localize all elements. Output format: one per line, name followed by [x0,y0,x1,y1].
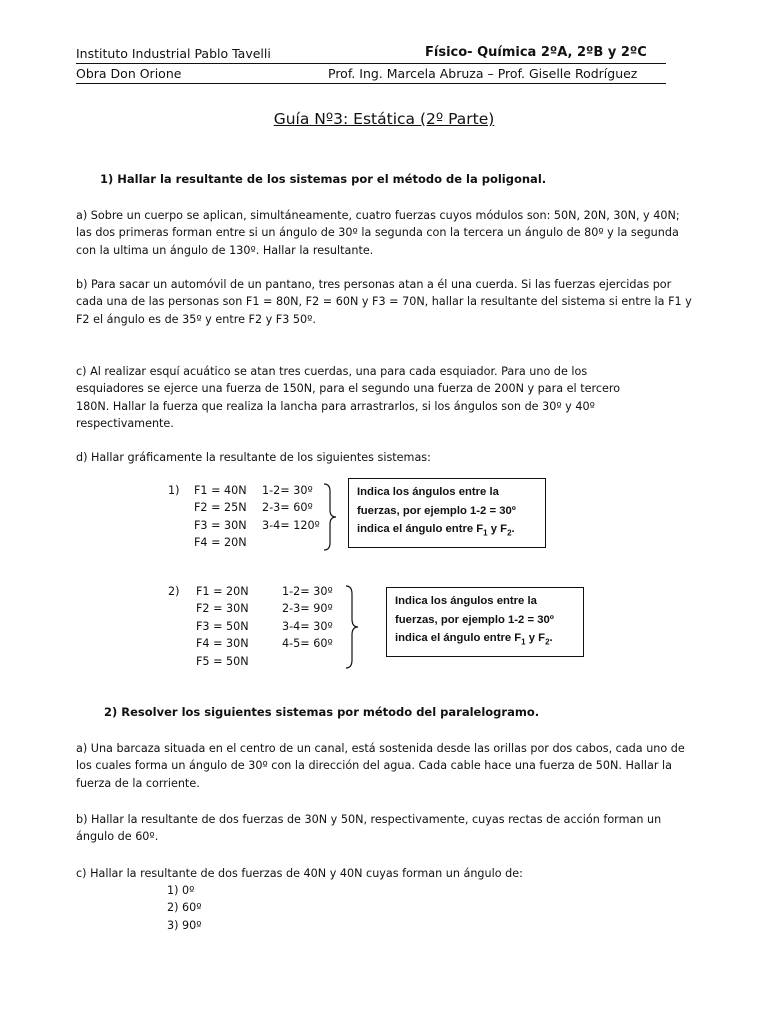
system2-number: 2) [168,585,180,598]
list-item: 2) 60º [167,901,202,915]
exercise-1b-line: cada una de las personas son F1 = 80N, F2 = 60N y F3 = 70N, hallar la resultante del sistema si entre la F1 y [76,295,692,309]
exercise-2a-line: a) Una barcaza situada en el centro de un canal, está sostenida desde las orillas por dos cabos, cada uno de [76,742,685,755]
exercise-2b [76,811,716,846]
system1-brace-icon [322,483,338,551]
system2-angles [282,583,333,653]
exercise-1a-line: las dos primeras forman entre si un ángulo de 30º la segunda con la tercera un ángulo de 80º y la segunda [76,226,679,240]
note-text: y F [487,523,508,535]
force-value: F3 = 30N [194,518,247,532]
exercise-2b-line: ángulo de 60º. [76,830,159,844]
force-value: F4 = 20N [194,536,247,550]
note-line: fuerzas, por ejemplo 1-2 = 30º [357,504,516,517]
system1-note-box [348,478,546,548]
exercise-2c [76,865,716,882]
exercise-1c-line: 180N. Hallar la fuerza que realiza la lancha para arrastrarlos, si los ángulos son de 30º y 40º [76,399,595,413]
list-item: 1) 0º [167,884,195,897]
exercise-2a-line: los cuales forma un ángulo de 30º con la dirección del agua. Cada cable hace una fuerza de 50N. Hallar la [76,759,672,773]
exercise-1c [76,363,716,432]
note-subscript: 1 [483,528,488,538]
exercise-1c-line: respectivamente. [76,416,174,430]
exercise-2a [76,740,716,792]
force-value: F3 = 50N [196,619,249,633]
system1-angles [262,482,320,534]
system2-brace-icon [344,585,360,669]
note-line: Indica los ángulos entre la [357,486,499,498]
angle-value: 1-2= 30º [262,484,313,497]
exercise-1d-line: d) Hallar gráficamente la resultante de los siguientes sistemas: [76,451,431,464]
note-text: indica el ángulo entre F [395,632,522,644]
note-subscript: 2 [507,528,512,538]
system1-forces [194,482,247,552]
list-item: 3) 90º [167,918,202,932]
exercise-1a [76,207,716,259]
exercise-2c-options [167,882,202,934]
note-line: fuerzas, por ejemplo 1-2 = 30º [395,613,554,626]
angle-value: 2-3= 60º [262,501,313,515]
force-value: F2 = 25N [194,501,247,515]
angle-value: 2-3= 90º [282,602,333,616]
header-rule-top [76,63,666,64]
page-title: Guía Nº3: Estática (2º Parte) [273,110,495,128]
course-name: Físico- Química 2ºA, 2ºB y 2ºC [425,45,647,60]
exercise-1c-line: c) Al realizar esquí acuático se atan tres cuerdas, una para cada esquiador. Para uno de los [76,365,588,378]
header-rule-bottom [76,83,666,84]
angle-value: 3-4= 120º [262,518,320,532]
force-value: F4 = 30N [196,637,249,651]
force-value: F1 = 20N [196,585,249,598]
note-text: . [511,523,515,535]
force-value: F1 = 40N [194,484,247,497]
exercise-2a-line: fuerza de la corriente. [76,776,200,790]
school-name: Obra Don Orione [76,66,182,81]
note-subscript: 2 [545,637,550,647]
section2-heading: 2) Resolver los siguientes sistemas por método del paralelogramo. [104,705,540,719]
angle-value: 3-4= 30º [282,619,333,633]
institution-name: Instituto Industrial Pablo Tavelli [76,46,271,61]
exercise-1d [76,449,716,466]
force-value: F2 = 30N [196,602,249,616]
system1-number: 1) [168,484,180,497]
system2-forces [196,583,249,670]
note-line: Indica los ángulos entre la [395,595,537,607]
note-subscript: 1 [521,637,526,647]
force-value: F5 = 50N [196,654,249,668]
exercise-1a-line: con la ultima un ángulo de 130º. Hallar la resultante. [76,243,374,257]
exercise-2b-line: b) Hallar la resultante de dos fuerzas de 30N y 50N, respectivamente, cuyas rectas de acción forman un [76,813,662,826]
angle-value: 4-5= 60º [282,637,333,651]
note-line [395,629,575,652]
exercise-1b-line: F2 el ángulo es de 35º y entre F2 y F3 50º. [76,312,316,326]
note-text: indica el ángulo entre F [357,523,484,535]
exercise-1b [76,276,716,328]
section1-heading: 1) Hallar la resultante de los sistemas por el método de la poligonal. [100,172,547,186]
exercise-2c-line: c) Hallar la resultante de dos fuerzas de 40N y 40N cuyas forman un ángulo de: [76,867,523,880]
exercise-1b-line: b) Para sacar un automóvil de un pantano, tres personas atan a él una cuerda. Si las fuerzas ejercidas por [76,278,672,291]
angle-value: 1-2= 30º [282,585,333,598]
note-text: . [549,632,553,644]
system2-note-box [386,587,584,657]
exercise-1c-line: esquiadores se ejerce una fuerza de 150N, para el segundo una fuerza de 200N y para el tercero [76,382,621,396]
note-line [357,520,537,543]
teachers-names: Prof. Ing. Marcela Abruza – Prof. Giselle Rodríguez [328,66,638,81]
note-text: y F [525,632,546,644]
exercise-1a-line: a) Sobre un cuerpo se aplican, simultáneamente, cuatro fuerzas cuyos módulos son: 50N, 20N, 30N, y 40N; [76,209,680,222]
